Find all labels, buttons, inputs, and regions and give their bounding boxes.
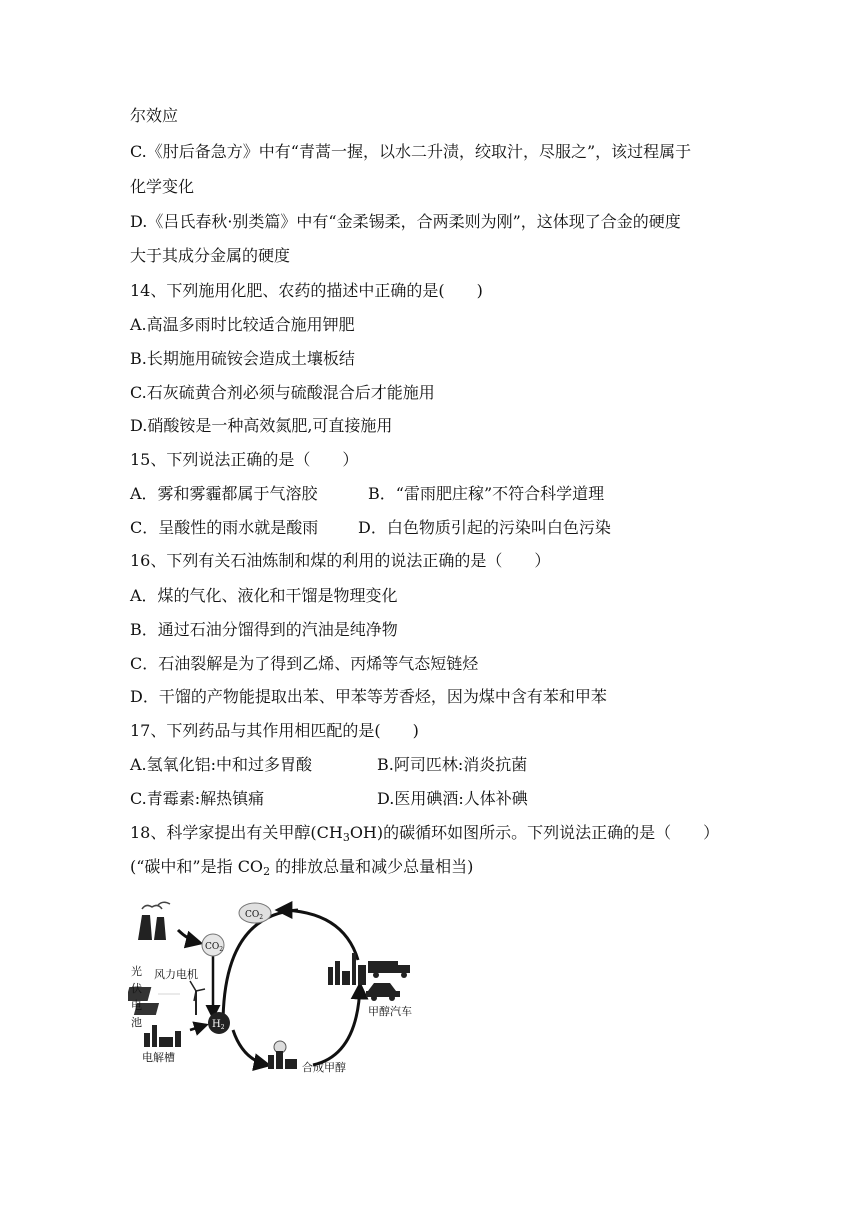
car-icon — [366, 983, 400, 1001]
svg-text:CO2: $CO_2$ — [245, 910, 264, 921]
question-15-stem: 15、下列说法正确的是（ ） — [130, 450, 359, 469]
arrow-car-to-co2 — [278, 910, 358, 960]
question-14-stem: 14、下列施用化肥、农药的描述中正确的是( ) — [130, 281, 483, 300]
q14-option-c: C.石灰硫黄合剂必须与硫酸混合后才能施用 — [130, 383, 435, 402]
q17-option-d: D.医用碘酒:人体补碘 — [377, 789, 528, 808]
svg-text:H2: $H_2$ — [212, 1019, 225, 1031]
text-line: 大于其成分金属的硬度 — [130, 246, 291, 265]
arrow-h2-to-synth — [233, 1030, 268, 1065]
truck-icon — [368, 961, 410, 978]
q14-option-d: D.硝酸铵是一种高效氮肥,可直接施用 — [130, 416, 393, 435]
cycle-arc-left — [223, 910, 298, 1025]
h2-bubble-icon — [208, 1012, 230, 1034]
q16-option-c: C．石油裂解是为了得到乙烯、丙烯等气态短链烃 — [130, 654, 479, 673]
q14-option-b: B.长期施用硫铵会造成土壤板结 — [130, 349, 355, 368]
q15-option-b: B．“雷雨肥庄稼”不符合科学道理 — [368, 484, 605, 503]
power-plant-icon — [138, 902, 170, 940]
pv-label-3: 电 — [131, 999, 142, 1012]
pv-label-1: 光 — [131, 965, 142, 978]
electrolyzer-icon — [144, 1025, 181, 1047]
q15-option-d: D．白色物质引起的污染叫白色污染 — [358, 518, 611, 537]
question-16-stem: 16、下列有关石油炼制和煤的利用的说法正确的是（ ） — [130, 551, 551, 570]
svg-text:CO2: $CO_2$ — [205, 942, 224, 953]
methanol-car-label: 甲醇汽车 — [368, 1005, 412, 1018]
methanol-synthesis-label: 合成甲醇 — [302, 1061, 346, 1074]
co2-cloud-left-icon — [202, 934, 224, 956]
question-18-stem: 18、科学家提出有关甲醇$(CH_3OH)$的碳循环如图所示。下列说法正确的是（ ） — [130, 823, 720, 844]
wind-turbine-icon — [190, 981, 205, 1015]
q16-option-a: A．煤的气化、液化和干馏是物理变化 — [130, 586, 398, 605]
text-line: 尔效应 — [130, 106, 179, 125]
wind-turbine-label: 风力电机 — [154, 968, 198, 981]
q17-option-b: B.阿司匹林:消炎抗菌 — [377, 755, 528, 774]
carbon-cycle-diagram — [128, 895, 428, 1080]
electrolyzer-label: 电解槽 — [142, 1051, 175, 1064]
q16-option-d: D．干馏的产物能提取出苯、甲苯等芳香烃，因为煤中含有苯和甲苯 — [130, 687, 607, 706]
question-17-stem: 17、下列药品与其作用相匹配的是( ) — [130, 721, 419, 740]
arrow-factory-to-co2 — [178, 930, 200, 943]
q17-option-c: C.青霉素:解热镇痛 — [130, 789, 265, 808]
pv-label-2: 伏 — [131, 982, 142, 995]
option-c-line: C.《肘后备急方》中有“青蒿一握，以水二升渍，绞取汁，尽服之”，该过程属于 — [130, 142, 692, 161]
arrow-electrolyzer-to-h2 — [190, 1025, 206, 1030]
question-18-note: (“碳中和”是指 $CO_2$ 的排放总量和减少总量相当) — [130, 857, 474, 878]
methanol-plant-icon — [268, 1041, 297, 1069]
q16-option-b: B．通过石油分馏得到的汽油是纯净物 — [130, 620, 398, 639]
arrow-synth-to-car — [313, 985, 360, 1065]
refinery-icon — [328, 953, 366, 985]
option-d-line: D.《吕氏春秋·别类篇》中有“金柔锡柔，合两柔则为刚”，这体现了合金的硬度 — [130, 212, 681, 231]
pv-label-4: 池 — [131, 1016, 142, 1029]
q15-option-c: C．呈酸性的雨水就是酸雨 — [130, 518, 319, 537]
q15-option-a: A．雾和雾霾都属于气溶胶 — [130, 484, 318, 503]
q14-option-a: A.高温多雨时比较适合施用钾肥 — [130, 315, 355, 334]
text-line: 化学变化 — [130, 177, 195, 196]
co2-cloud-top-icon — [239, 903, 271, 923]
q17-option-a: A.氢氧化铝:中和过多胃酸 — [130, 755, 313, 774]
